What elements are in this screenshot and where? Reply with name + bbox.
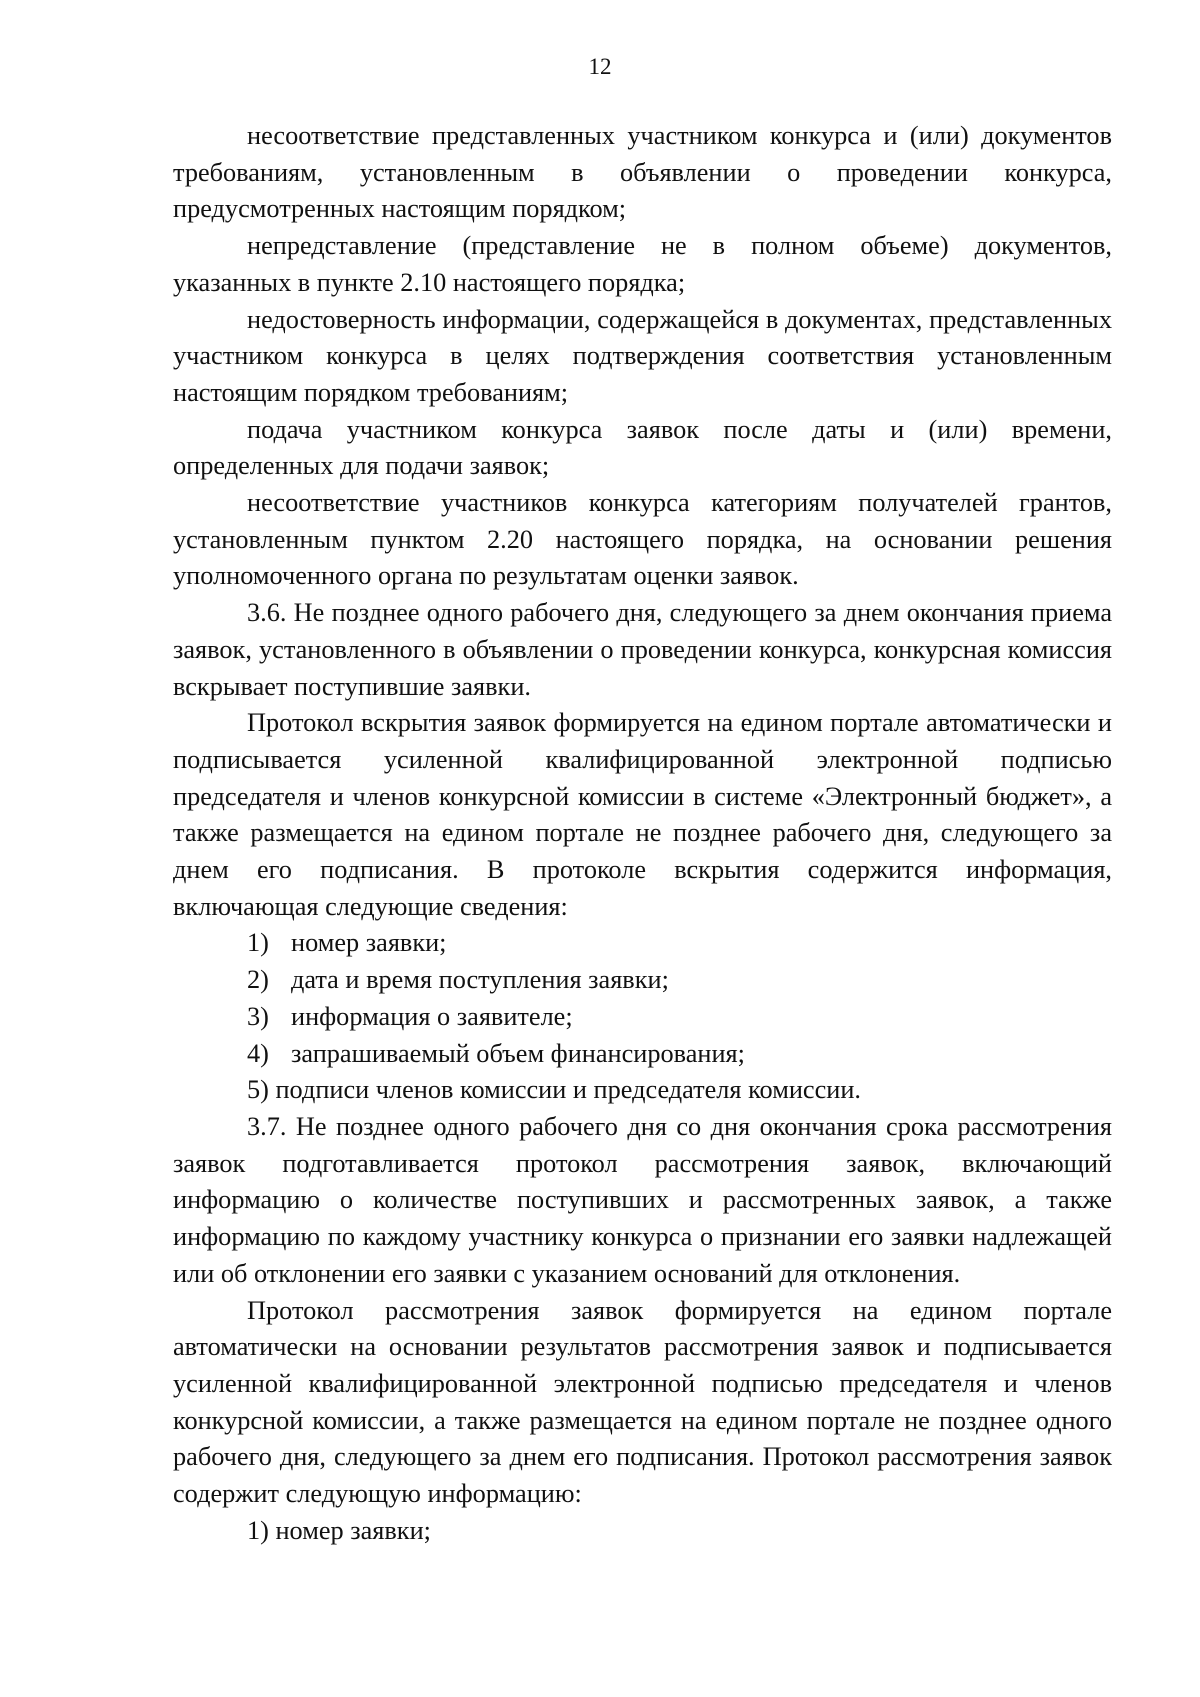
list-item-number: 1) bbox=[247, 928, 269, 958]
list-item-text: дата и время поступления заявки; bbox=[291, 965, 669, 995]
list-item bbox=[173, 962, 1112, 999]
paragraph: несоответствие участников конкурса категориям получателей грантов, установленным пунктом 2.20 настоящего порядка, на основании решения уполномоченного органа по результатам оценки заявок. bbox=[173, 488, 1112, 591]
body-text bbox=[173, 118, 1112, 1549]
list-item bbox=[173, 925, 1112, 962]
paragraph-section-3-7: 3.7. Не позднее одного рабочего дня со дня окончания срока рассмотрения заявок подготавливается протокол рассмотрения заявок, включающий информацию о количестве поступивших и рассмотренных заявок, а также информацию по каждому участнику конкурса о признании его заявки надлежащей или об отклонении его заявки с указанием оснований для отклонения. bbox=[173, 1111, 1112, 1288]
list-item-text: запрашиваемый объем финансирования; bbox=[291, 1038, 745, 1068]
list-item-text: номер заявки; bbox=[291, 928, 447, 958]
list-item: 5) подписи членов комиссии и председателя комиссии. bbox=[247, 1075, 861, 1105]
list-item bbox=[173, 1036, 1112, 1073]
list-item-number: 4) bbox=[247, 1038, 269, 1068]
list-item bbox=[173, 999, 1112, 1036]
paragraph: несоответствие представленных участником конкурса и (или) документов требованиям, установленным в объявлении о проведении конкурса, предусмотренных настоящим порядком; bbox=[173, 121, 1112, 224]
list-item-text: информация о заявителе; bbox=[291, 1001, 573, 1031]
page-number: 12 bbox=[588, 54, 612, 79]
list-item-number: 3) bbox=[247, 1001, 269, 1031]
paragraph: Протокол рассмотрения заявок формируется на едином портале автоматически на основании результатов рассмотрения заявок и подписывается усиленной квалифицированной электронной подписью председателя и членов конкурсной комиссии, а также размещается на едином портале не позднее одного рабочего дня, следующего за днем его подписания. Протокол рассмотрения заявок содержит следующую информацию: bbox=[173, 1295, 1112, 1509]
paragraph-section-3-6: 3.6. Не позднее одного рабочего дня, следующего за днем окончания приема заявок, установленного в объявлении о проведении конкурса, конкурсная комиссия вскрывает поступившие заявки. bbox=[173, 598, 1112, 701]
paragraph: непредставление (представление не в полном объеме) документов, указанных в пункте 2.10 настоящего порядка; bbox=[173, 231, 1112, 297]
paragraph: недостоверность информации, содержащейся в документах, представленных участником конкурса в целях подтверждения соответствия установленным настоящим порядком требованиям; bbox=[173, 304, 1112, 407]
list-item-number: 2) bbox=[247, 965, 269, 995]
paragraph: Протокол вскрытия заявок формируется на едином портале автоматически и подписывается усиленной квалифицированной электронной подписью председателя и членов конкурсной комиссии в системе «Электронный бюджет», а также размещается на едином портале не позднее рабочего дня, следующего за днем его подписания. В протоколе вскрытия содержится информация, включающая следующие сведения: bbox=[173, 708, 1112, 921]
paragraph: подача участником конкурса заявок после даты и (или) времени, определенных для подачи заявок; bbox=[173, 414, 1112, 481]
list-item: 1) номер заявки; bbox=[247, 1515, 431, 1545]
